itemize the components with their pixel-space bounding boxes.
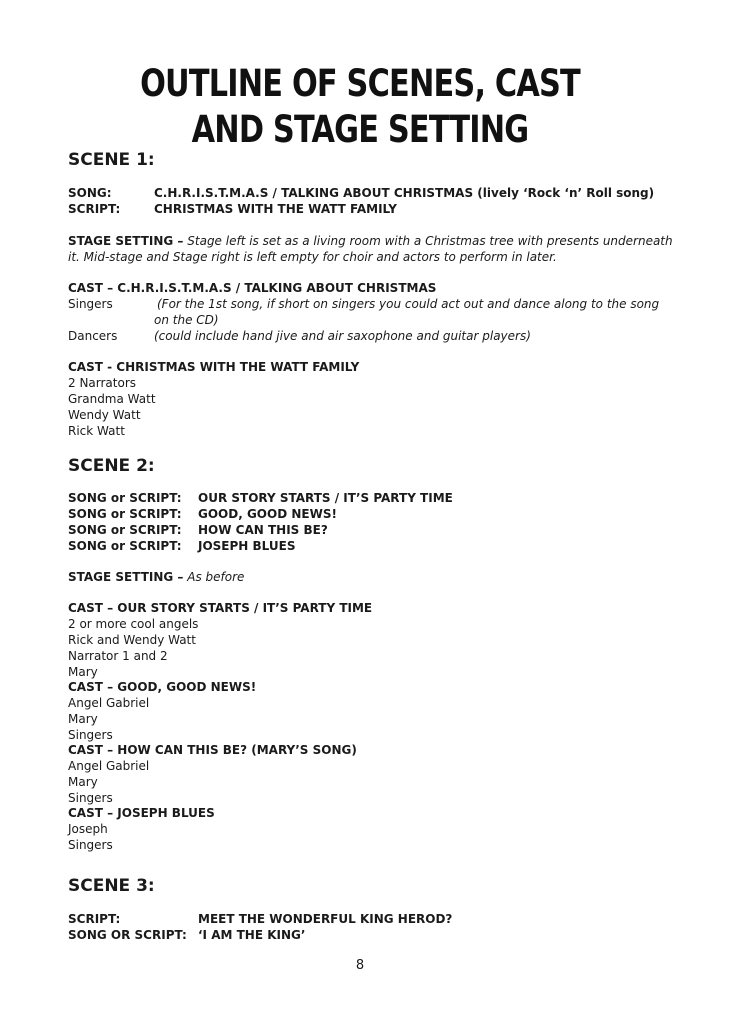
scene-2-heading: SCENE 2: <box>68 456 155 476</box>
stage-setting-text: As before <box>187 570 245 584</box>
item-label: SONG or SCRIPT: <box>68 539 182 553</box>
item-label: SONG OR SCRIPT: <box>68 928 187 942</box>
cast-member: Angel Gabriel <box>68 759 150 773</box>
item-value: JOSEPH BLUES <box>198 539 296 553</box>
scene-1-heading: SCENE 1: <box>68 150 155 170</box>
stage-setting-text-cont: it. Mid-stage and Stage right is left empty for choir and actors to perform in later. <box>68 250 557 264</box>
cast-member: Rick Watt <box>68 424 125 438</box>
item-value: HOW CAN THIS BE? <box>198 523 328 537</box>
scene-2-cast-heading: CAST – HOW CAN THIS BE? (MARY’S SONG) <box>68 743 357 757</box>
scene-2-stage-setting <box>68 569 244 585</box>
item-label: SONG or SCRIPT: <box>68 491 182 505</box>
cast-member: Singers <box>68 838 113 852</box>
page-title-line-2: AND STAGE SETTING <box>191 108 529 151</box>
scene-2-item <box>68 538 295 554</box>
scene-2-cast-heading: CAST – OUR STORY STARTS / IT’S PARTY TIME <box>68 601 373 615</box>
scene-2-cast-heading: CAST – JOSEPH BLUES <box>68 806 215 820</box>
cast-member: Narrator 1 and 2 <box>68 649 168 663</box>
singers-row <box>68 296 659 312</box>
cast-member: Joseph <box>68 822 108 836</box>
scene-3-item <box>68 911 452 927</box>
scene-2-item <box>68 522 328 538</box>
item-value: MEET THE WONDERFUL KING HEROD? <box>198 912 453 926</box>
item-value: ‘I AM THE KING’ <box>198 928 306 942</box>
cast-member: Wendy Watt <box>68 408 141 422</box>
script-label: SCRIPT: <box>68 202 121 216</box>
cast-member: 2 or more cool angels <box>68 617 199 631</box>
item-label: SONG or SCRIPT: <box>68 507 182 521</box>
cast-member: Angel Gabriel <box>68 696 150 710</box>
item-label: SCRIPT: <box>68 912 121 926</box>
scene-2-item <box>68 490 453 506</box>
page-title-line-1: OUTLINE OF SCENES, CAST <box>140 62 580 105</box>
dancers-note: (could include hand jive and air saxophone and guitar players) <box>154 329 531 343</box>
stage-setting-text: Stage left is set as a living room with a Christmas tree with presents underneath <box>187 234 673 248</box>
cast-member: Rick and Wendy Watt <box>68 633 196 647</box>
song-value: C.H.R.I.S.T.M.A.S / TALKING ABOUT CHRISTMAS (lively ‘Rock ‘n’ Roll song) <box>154 186 655 200</box>
scene-1-cast-2-heading: CAST - CHRISTMAS WITH THE WATT FAMILY <box>68 360 360 374</box>
cast-member: Mary <box>68 775 98 789</box>
cast-member: Grandma Watt <box>68 392 156 406</box>
dancers-label: Dancers <box>68 329 118 343</box>
dancers-row <box>68 328 531 344</box>
singers-note: (For the 1st song, if short on singers you could act out and dance along to the song <box>157 297 660 311</box>
script-value: CHRISTMAS WITH THE WATT FAMILY <box>154 202 397 216</box>
cast-member: Singers <box>68 791 113 805</box>
scene-1-script-row <box>68 201 397 217</box>
item-value: OUR STORY STARTS / IT’S PARTY TIME <box>198 491 453 505</box>
scene-3-heading: SCENE 3: <box>68 876 155 896</box>
scene-1-song-row <box>68 185 654 201</box>
cast-member: Mary <box>68 665 98 679</box>
item-value: GOOD, GOOD NEWS! <box>198 507 337 521</box>
stage-setting-label: STAGE SETTING – <box>68 234 184 248</box>
scene-2-cast-heading: CAST – GOOD, GOOD NEWS! <box>68 680 257 694</box>
singers-note-cont: on the CD) <box>154 313 219 327</box>
cast-member: Mary <box>68 712 98 726</box>
scene-2-item <box>68 506 337 522</box>
cast-member: 2 Narrators <box>68 376 137 390</box>
cast-member: Singers <box>68 728 113 742</box>
scene-1-stage-setting <box>68 233 673 249</box>
singers-label: Singers <box>68 297 113 311</box>
song-label: SONG: <box>68 186 112 200</box>
page-number: 8 <box>355 958 365 973</box>
scene-1-cast-1-heading: CAST – C.H.R.I.S.T.M.A.S / TALKING ABOUT CHRISTMAS <box>68 281 437 295</box>
item-label: SONG or SCRIPT: <box>68 523 182 537</box>
stage-setting-label: STAGE SETTING – <box>68 570 184 584</box>
scene-3-item <box>68 927 305 943</box>
